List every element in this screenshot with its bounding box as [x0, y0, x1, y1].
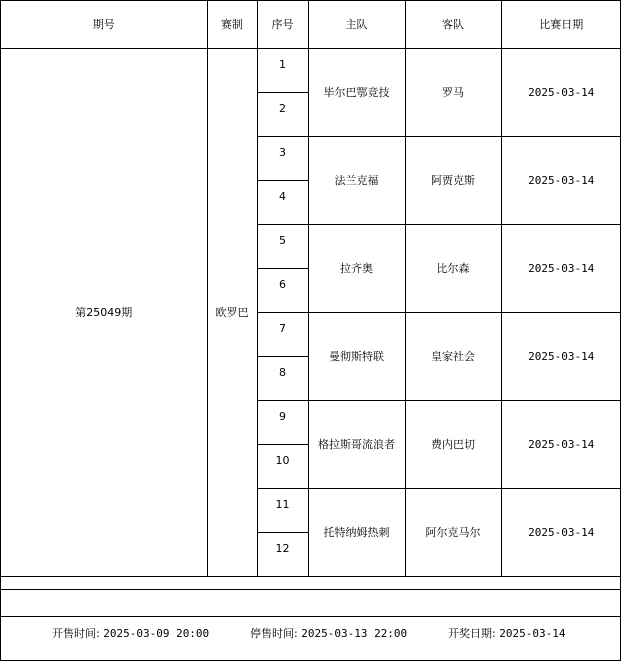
seq-cell: 4 [257, 180, 308, 224]
seq-cell: 5 [257, 224, 308, 268]
sale-open-value: 2025-03-09 20:00 [103, 627, 210, 640]
seq-cell: 12 [257, 532, 308, 576]
away-team-cell: 比尔森 [405, 224, 501, 312]
sale-close-time [250, 625, 407, 641]
match-date-cell: 2025-03-14 [501, 136, 621, 224]
format-cell: 欧罗巴 [207, 48, 257, 576]
seq-cell: 6 [257, 268, 308, 312]
header-match-date: 比赛日期 [501, 1, 621, 48]
seq-cell: 9 [257, 400, 308, 444]
away-team-cell: 阿尔克马尔 [405, 488, 501, 576]
table-row [1, 48, 621, 92]
header-period: 期号 [1, 1, 207, 48]
home-team-cell: 毕尔巴鄂竞技 [308, 48, 405, 136]
away-team-cell: 阿贾克斯 [405, 136, 501, 224]
draw-date [448, 625, 565, 641]
match-schedule-table [1, 1, 621, 577]
away-team-cell: 皇家社会 [405, 312, 501, 400]
sale-open-label: 开售时间: [52, 627, 100, 640]
away-team-cell: 费内巴切 [405, 400, 501, 488]
match-date-cell: 2025-03-14 [501, 312, 621, 400]
seq-cell: 2 [257, 92, 308, 136]
header-seq: 序号 [257, 1, 308, 48]
sale-close-label: 停售时间: [250, 627, 298, 640]
home-team-cell: 曼彻斯特联 [308, 312, 405, 400]
home-team-cell: 法兰克福 [308, 136, 405, 224]
home-team-cell: 格拉斯哥流浪者 [308, 400, 405, 488]
blank-separator-row [1, 589, 620, 617]
header-home-team: 主队 [308, 1, 405, 48]
seq-cell: 10 [257, 444, 308, 488]
seq-cell: 7 [257, 312, 308, 356]
header-away-team: 客队 [405, 1, 501, 48]
draw-date-label: 开奖日期: [448, 627, 496, 640]
seq-cell: 1 [257, 48, 308, 92]
seq-cell: 8 [257, 356, 308, 400]
home-team-cell: 托特纳姆热刺 [308, 488, 405, 576]
header-format: 赛制 [207, 1, 257, 48]
sale-close-value: 2025-03-13 22:00 [301, 627, 408, 640]
match-date-cell: 2025-03-14 [501, 48, 621, 136]
period-cell: 第25049期 [1, 48, 207, 576]
match-date-cell: 2025-03-14 [501, 488, 621, 576]
sale-info-footer [1, 617, 620, 647]
match-date-cell: 2025-03-14 [501, 224, 621, 312]
home-team-cell: 拉齐奥 [308, 224, 405, 312]
draw-date-value: 2025-03-14 [499, 627, 566, 640]
match-date-cell: 2025-03-14 [501, 400, 621, 488]
sale-open-time [52, 625, 209, 641]
seq-cell: 3 [257, 136, 308, 180]
table-header-row [1, 1, 621, 48]
away-team-cell: 罗马 [405, 48, 501, 136]
seq-cell: 11 [257, 488, 308, 532]
